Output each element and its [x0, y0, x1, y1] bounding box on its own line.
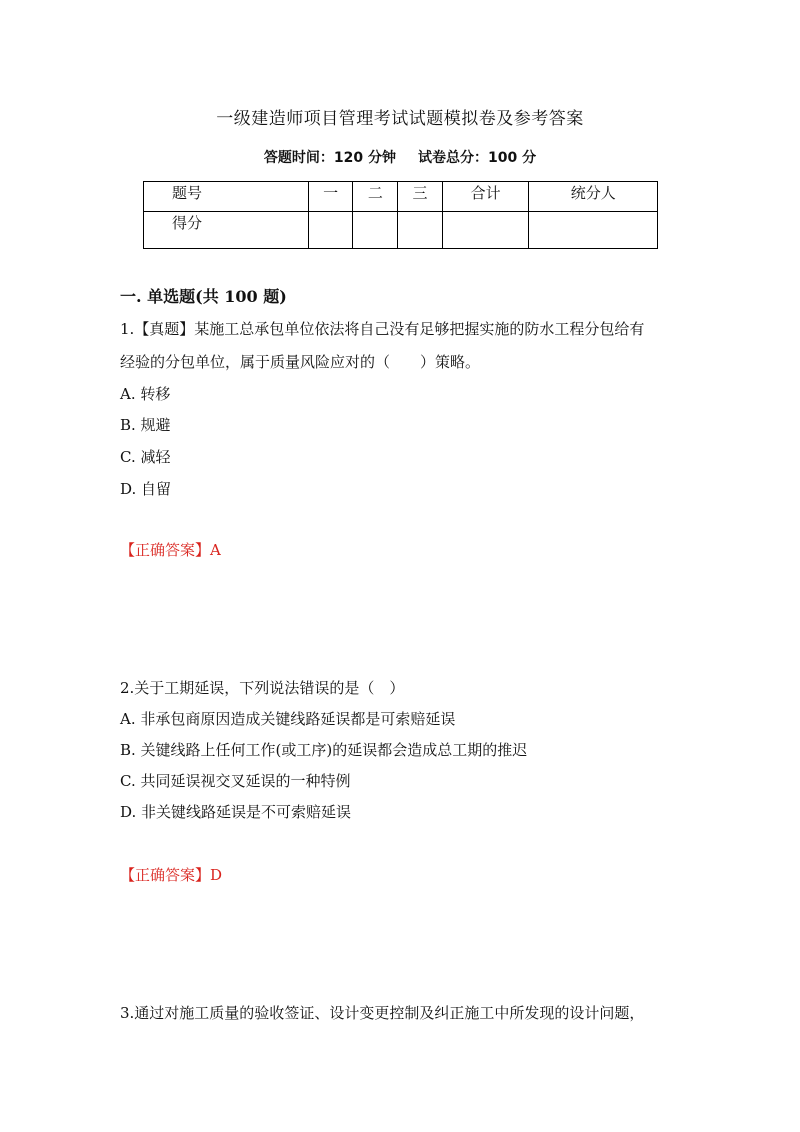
question-1-option-b: B. 规避 — [120, 416, 171, 434]
score-header-cell: 合计 — [442, 182, 529, 212]
question-2-option-c: C. 共同延误视交叉延误的一种特例 — [120, 772, 351, 790]
question-1-option-c: C. 减轻 — [120, 448, 171, 466]
score-header-cell: 一 — [308, 182, 353, 212]
document-title: 一级建造师项目管理考试试题模拟卷及参考答案 — [216, 109, 584, 129]
question-2-stem: 2.关于工期延误，下列说法错误的是（ ） — [120, 679, 405, 697]
question-1-answer: 【正确答案】A — [120, 541, 221, 559]
score-header-cell: 二 — [353, 182, 398, 212]
exam-meta — [0, 147, 800, 167]
question-1-stem-line-1: 1.【真题】某施工总承包单位依法将自己没有足够把握实施的防水工程分包给有 — [120, 320, 645, 338]
question-2-answer: 【正确答案】D — [120, 866, 223, 884]
score-header-cell: 统分人 — [529, 182, 658, 212]
question-2-option-d: D. 非关键线路延误是不可索赔延误 — [120, 803, 352, 821]
question-1-option-a: A. 转移 — [120, 385, 171, 403]
question-1-stem-line-2: 经验的分包单位，属于质量风险应对的（ ）策略。 — [120, 353, 481, 371]
score-cell — [308, 212, 353, 249]
exam-total-score: 试卷总分：100 分 — [418, 150, 537, 166]
score-table-score-row — [144, 212, 658, 249]
score-cell — [353, 212, 398, 249]
score-cell — [529, 212, 658, 249]
question-1-option-d: D. 自留 — [120, 480, 172, 498]
question-3-stem: 3.通过对施工质量的验收签证、设计变更控制及纠正施工中所发现的设计问题， — [120, 1004, 645, 1022]
score-cell — [398, 212, 443, 249]
score-header-cell: 题号 — [144, 182, 309, 212]
score-header-cell: 三 — [398, 182, 443, 212]
question-2-option-a: A. 非承包商原因造成关键线路延误都是可索赔延误 — [120, 710, 456, 728]
score-table-header-row — [144, 182, 658, 212]
section-heading: 一. 单选题(共 100 题) — [120, 287, 287, 306]
exam-time: 答题时间：120 分钟 — [263, 150, 396, 166]
score-row-label: 得分 — [144, 212, 309, 249]
score-cell — [442, 212, 529, 249]
question-2-option-b: B. 关键线路上任何工作(或工序)的延误都会造成总工期的推迟 — [120, 741, 528, 759]
score-table — [143, 181, 658, 249]
